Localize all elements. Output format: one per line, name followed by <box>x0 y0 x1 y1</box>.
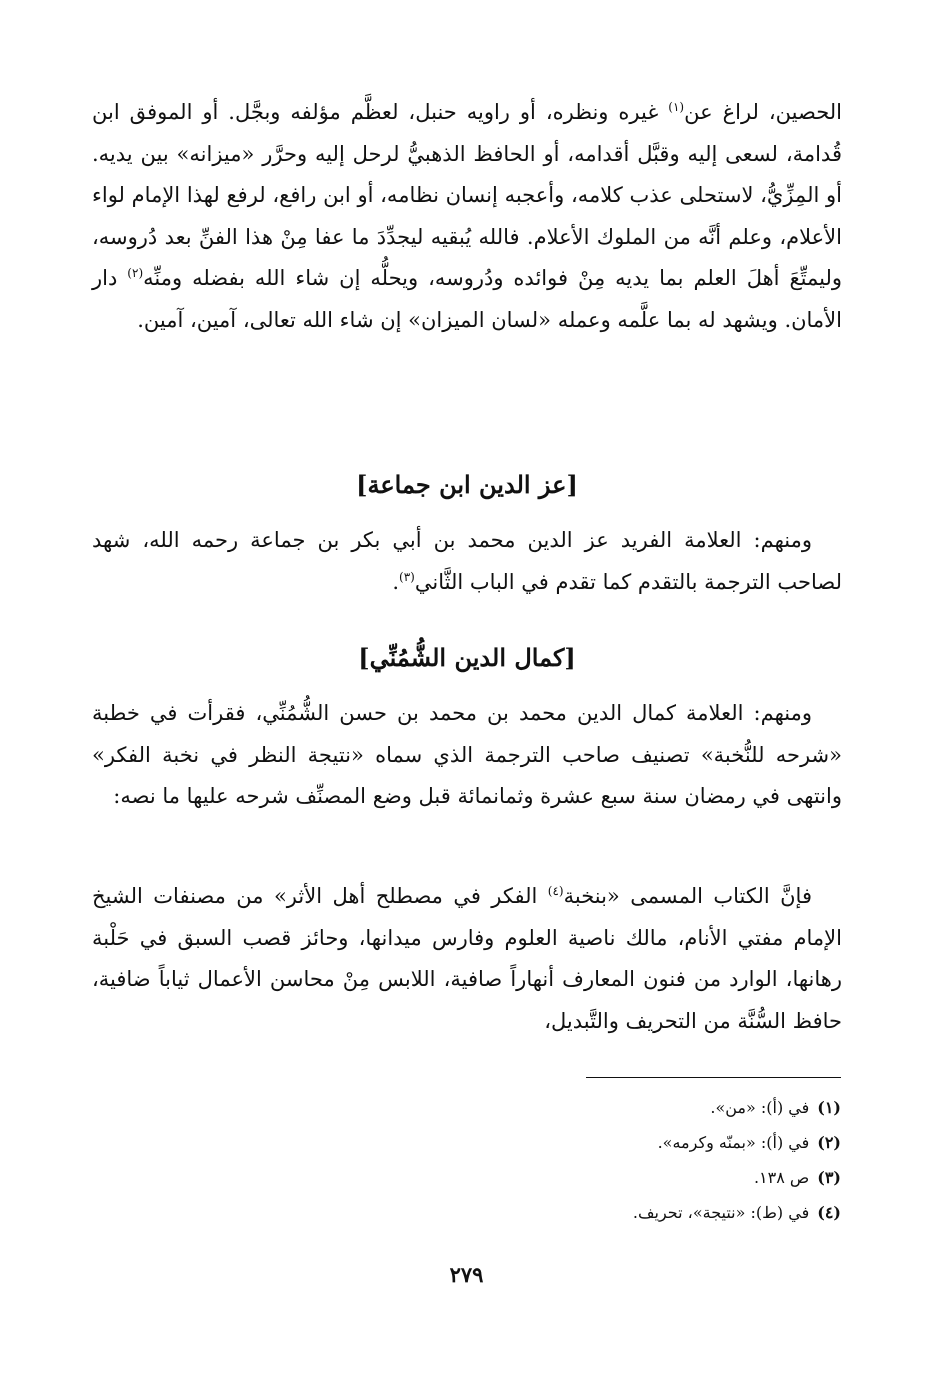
footnote-ref-1: (١) <box>668 100 685 114</box>
footnote-text: في (أ): «من». <box>710 1098 810 1117</box>
paragraph-1-text-b: غيره ونظره، أو راويه حنبل، لعظَّم مؤلفه وبجَّل. أو الموفق ابن قُدامة، لسعى إليه وقبَّل أقدامه، أو الحافظ الذهبيُّ لرحل إليه وحرَّر «ميزانه» بين يديه. أو المِزِّيُّ، لاستحلى عذب كلامه، وأعجبه إنسان نظامه، أو ابن رافع، لرفع لهذا الإمام لواء الأعلام، وعلم أنَّه من الملوك الأعلام. فالله يُبقيه ليجدِّدَ ما عفا مِنْ هذا الفنِّ بعد دُروسه، وليمتِّعَ أهلَ العلم بما يديه مِنْ فوائده ودُروسه، ويحلُّه إن شاء الله بفضله ومنِّه <box>92 100 842 290</box>
paragraph-1-text-c: دار الأمان. ويشهد له بما علَّمه وعمله «لسان الميزان» إن شاء الله تعالى، آمين، آمين. <box>92 266 842 332</box>
paragraph-1-text-a: الحصين، لراغ عن <box>684 100 843 124</box>
footnote-text: ص ١٣٨. <box>753 1168 810 1187</box>
paragraph-3 <box>92 693 842 818</box>
footnote-2 <box>91 1125 841 1160</box>
paragraph-4 <box>92 876 842 1042</box>
paragraph-2-end: . <box>392 569 400 594</box>
footnote-text: في (ط): «نتيجة»، تحريف. <box>632 1203 810 1222</box>
paragraph-3-text: ومنهم: العلامة كمال الدين محمد بن محمد بن حسن الشُّمُنِّي، فقرأت في خطبة «شرحه للنُّخبة» تصنيف صاحب الترجمة الذي سماه «نتيجة النظر في نخبة الفكر» وانتهى في رمضان سنة سبع عشرة وثمانمائة قبل وضع المصنِّف شرحه عليها ما نصه: <box>92 701 842 808</box>
paragraph-4-text-a: فإنَّ الكتاب المسمى «بنخبة <box>563 884 812 908</box>
footnote-1 <box>91 1090 841 1125</box>
page-number: ٢٧٩ <box>449 1262 484 1287</box>
footnote-4 <box>91 1195 841 1230</box>
footnote-ref-4: (٤) <box>547 884 564 898</box>
footnote-text: في (أ): «بمنّه وكرمه». <box>657 1133 810 1152</box>
paragraph-4-text-b: الفكر في مصطلح أهل الأثر» من مصنفات الشيخ الإمام مفتي الأنام، مالك ناصية العلوم وفارس ميدانها، وحائز قصب السبق في حَلْبة رهانها، الوارد من فنون المعارف أنهاراً صافية، اللابس مِنْ محاسن الأعمال ثياباً ضافية، حافظ السُّنَّة من التحريف والتَّبديل، <box>92 884 842 1033</box>
paragraph-2 <box>92 520 842 603</box>
section-heading-shumunni: [كمال الدين الشُّمُنِّي] <box>358 643 576 672</box>
footnote-number: (٤) <box>817 1203 841 1222</box>
footnote-ref-2: (٢) <box>127 266 144 280</box>
footnote-ref-3: (٣) <box>399 569 415 584</box>
footnote-number: (٢) <box>817 1133 841 1152</box>
footnote-number: (١) <box>817 1098 841 1117</box>
footnote-3 <box>91 1160 841 1195</box>
footnotes <box>91 1090 841 1230</box>
footnote-number: (٣) <box>817 1168 841 1187</box>
paragraph-2-text: ومنهم: العلامة الفريد عز الدين محمد بن أبي بكر بن جماعة رحمه الله، شهد لصاحب الترجمة بالتقدم كما تقدم في الباب الثَّاني <box>92 528 842 594</box>
section-heading-ibn-jamaa: [عز الدين ابن جماعة] <box>356 470 578 499</box>
footnote-separator <box>586 1077 841 1078</box>
paragraph-1 <box>92 92 842 341</box>
